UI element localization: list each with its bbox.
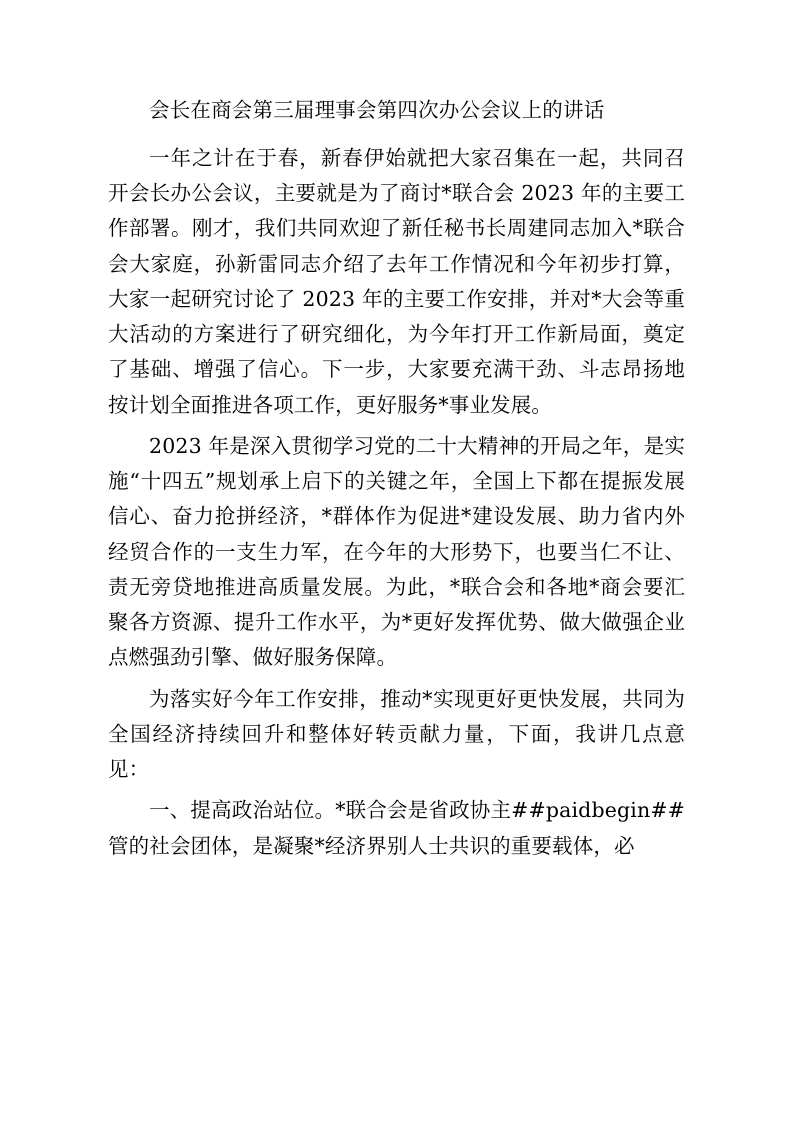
paragraph-1: 一年之计在于春，新春伊始就把大家召集在一起，共同召开会长办公会议，主要就是为了商讨*联合会 2023 年的主要工作部署。刚才，我们共同欢迎了新任秘书长周建同志加入*联合会大家庭，孙新雷同志介绍了去年工作情况和今年初步打算，大家一起研究讨论了 2023 年的主要工作安排，并对*大会等重大活动的方案进行了研究细化，为今年打开工作新局面，奠定了基础、增强了信心。下一步，大家要充满干劲、斗志昂扬地按计划全面推进各项工作，更好服务*事业发展。: [108, 145, 685, 417]
page-title: 会长在商会第三届理事会第四次办公会议上的讲话: [149, 98, 605, 122]
paragraph-2: 2023 年是深入贯彻学习党的二十大精神的开局之年，是实施“十四五”规划承上启下的关键之年，全国上下都在提振发展信心、奋力抢拼经济，*群体作为促进*建设发展、助力省内外经贸合作的一支生力军，在今年的大形势下，也要当仁不让、责无旁贷地推进高质量发展。为此，*联合会和各地*商会要汇聚各方资源、提升工作水平，为*更好发挥优势、做大做强企业点燃强劲引擎、做好服务保障。: [108, 433, 685, 670]
paragraph-3: 为落实好今年工作安排，推动*实现更好更快发展，共同为全国经济持续回升和整体好转贡献力量，下面，我讲几点意见：: [108, 686, 685, 782]
paragraph-4: 一、提高政治站位。*联合会是省政协主##paidbegin##管的社会团体，是凝聚*经济界别人士共识的重要载体，必: [108, 798, 685, 858]
